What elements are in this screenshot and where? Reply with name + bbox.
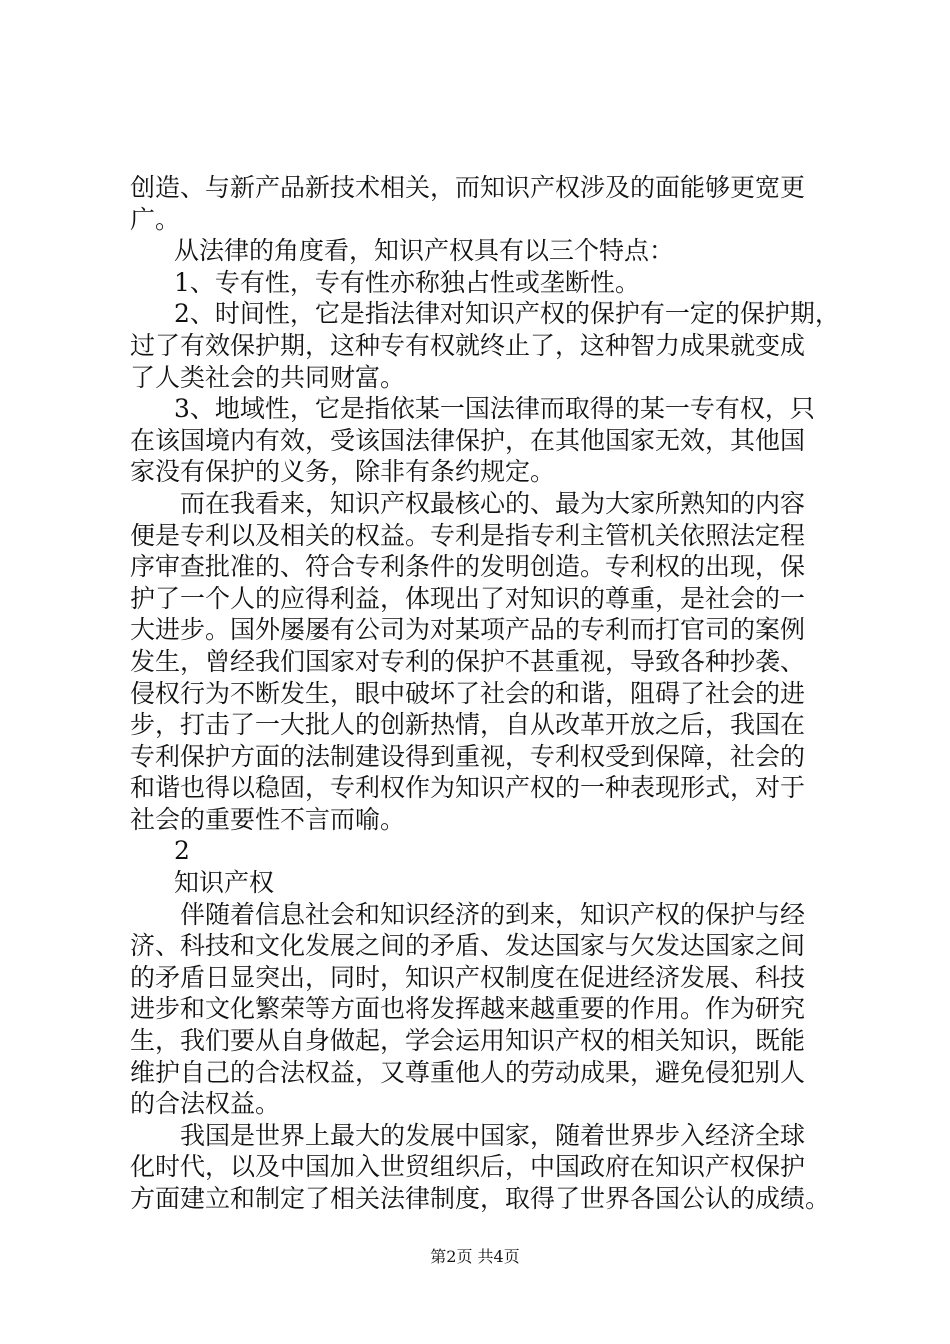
text-line: 而在我看来，知识产权最核心的、最为大家所熟知的内容 bbox=[180, 488, 806, 518]
text-line: 1、专有性，专有性亦称独占性或垄断性。 bbox=[174, 267, 640, 297]
text-line: 方面建立和制定了相关法律制度，取得了世界各国公认的成绩。 bbox=[130, 1184, 831, 1213]
text-line: 过了有效保护期，这种专有权就终止了，这种智力成果就变成 bbox=[130, 330, 806, 360]
text-line: 广。 bbox=[130, 204, 181, 234]
text-line: 济、科技和文化发展之间的矛盾、发达国家与欠发达国家之间 bbox=[130, 931, 806, 961]
text-line: 生，我们要从自身做起，学会运用知识产权的相关知识，既能 bbox=[130, 1026, 806, 1056]
document-body bbox=[130, 172, 840, 1215]
text-line: 3、地域性，它是指依某一国法律而取得的某一专有权，只 bbox=[174, 394, 815, 424]
text-line: 的合法权益。 bbox=[130, 1089, 281, 1119]
text-line: 的矛盾日显突出，同时，知识产权制度在促进经济发展、科技 bbox=[130, 962, 806, 992]
text-line: 2、时间性，它是指法律对知识产权的保护有一定的保护期， bbox=[174, 299, 840, 329]
text-line: 伴随着信息社会和知识经济的到来，知识产权的保护与经 bbox=[180, 899, 806, 929]
text-line: 在该国境内有效，受该国法律保护，在其他国家无效，其他国 bbox=[130, 425, 806, 455]
text-line: 家没有保护的义务，除非有条约规定。 bbox=[130, 457, 556, 487]
text-line: 步，打击了一大批人的创新热情，自从改革开放之后，我国在 bbox=[130, 710, 806, 740]
section-title: 知识产权 bbox=[174, 868, 275, 898]
text-line: 护了一个人的应得利益，体现出了对知识的尊重，是社会的一 bbox=[130, 583, 806, 613]
section-number: 2 bbox=[174, 836, 190, 866]
text-line: 从法律的角度看，知识产权具有以三个特点： bbox=[174, 236, 675, 266]
text-line: 和谐也得以稳固，专利权作为知识产权的一种表现形式，对于 bbox=[130, 773, 806, 803]
text-line: 了人类社会的共同财富。 bbox=[130, 362, 406, 392]
page-footer: 第2页 共4页 bbox=[430, 1247, 520, 1266]
text-line: 进步和文化繁荣等方面也将发挥越来越重要的作用。作为研究 bbox=[130, 994, 806, 1024]
text-line: 侵权行为不断发生，眼中破坏了社会的和谐，阻碍了社会的进 bbox=[130, 678, 806, 708]
text-line: 专利保护方面的法制建设得到重视，专利权受到保障，社会的 bbox=[130, 741, 806, 771]
text-line: 维护自己的合法权益，又尊重他人的劳动成果，避免侵犯别人 bbox=[130, 1057, 806, 1087]
text-line: 便是专利以及相关的权益。专利是指专利主管机关依照法定程 bbox=[130, 520, 806, 550]
text-line: 我国是世界上最大的发展中国家，随着世界步入经济全球 bbox=[180, 1120, 806, 1150]
text-line: 社会的重要性不言而喻。 bbox=[130, 804, 406, 834]
text-line: 化时代，以及中国加入世贸组织后，中国政府在知识产权保护 bbox=[130, 1152, 806, 1182]
text-line: 发生，曾经我们国家对专利的保护不甚重视，导致各种抄袭、 bbox=[130, 646, 806, 676]
text-line: 序审查批准的、符合专利条件的发明创造。专利权的出现，保 bbox=[130, 552, 806, 582]
text-line: 创造、与新产品新技术相关，而知识产权涉及的面能够更宽更 bbox=[130, 173, 806, 202]
text-line: 大进步。国外屡屡有公司为对某项产品的专利而打官司的案例 bbox=[130, 615, 806, 645]
